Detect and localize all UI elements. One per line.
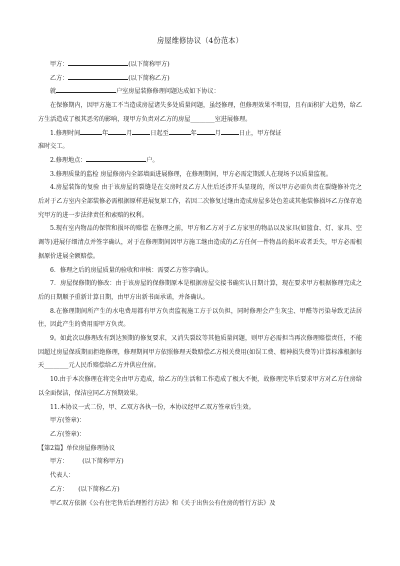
day-blank [132, 128, 150, 135]
s2-party-b-line [38, 483, 362, 497]
clause-1-year-2: 年 [190, 129, 197, 137]
s2-party-a-note: (以下简称甲方) [82, 458, 124, 466]
party-b-note: (以下简称乙方) [128, 74, 170, 82]
clause-1-cont: 准时交工。 [38, 143, 69, 151]
party-b-line [38, 72, 362, 86]
clause-1-year: 年 [102, 129, 109, 137]
month-blank [108, 128, 126, 135]
paragraph-5: 5.现有室内物品的保管和损坏的赔偿 在修理之前，甲方和乙方对于乙方家里的物品以及家具(如篮食、灯、家具、空调等)进展仔细清点并签字确认，对于在修理期间因甲方施工继由造成的乙方任何一件物品的损坏或者丢失，甲方必需根据原价进展全额赔偿。 [38, 225, 362, 260]
paragraph-6: 6．修理之后的房屋质量的验收和审核：需要乙方签字确认。 [50, 266, 213, 274]
paragraph-4: 4.房屋装饰的复验 由于该房屋的裂缝是在交房时及乙方人住后还涉开头显现的，所以甲方必需负责在裂缝修补完之后对于乙方室内全部装修必需根据原样进展复原工作，若因二次修复过继由造成房屋多处色差或其他装修损坏乙方保存追究甲方的进一步法律责任和索赔的权利。 [38, 184, 362, 219]
party-a-line [38, 58, 362, 72]
month-blank-2 [197, 128, 215, 135]
party-b-label: 乙方： [50, 74, 69, 82]
paragraph-8: 8.在修理期间所产生的水电费用都有甲方负责监视施工方于以负担，同时修理会产生灰尘、甲醛等污染导致无法居住，因此产生的费用需甲方负责。 [38, 307, 362, 329]
day-blank-2 [221, 128, 239, 135]
party-a-note: (以下简称甲方) [128, 61, 170, 68]
clause-1-month: 月 [126, 129, 133, 137]
clause-1-until: 日止，甲方保证 [238, 129, 282, 137]
section-2-heading: 【第2篇】单位房屋修理协议 [38, 444, 116, 452]
party-b-blank [68, 73, 128, 80]
s2-party-a-line [38, 455, 362, 469]
paragraph-intro: 在保修期内，因甲方施工不当造成房屋诸失多处质量问题，虽经修理，但修理效果不明显，且有面积扩大趋势，给乙方生活造成了极其恶劣的影响，现甲方负责对乙方的房屋________室进展修理。 [38, 102, 362, 123]
s2-party-b-note: (以下简称乙方) [78, 485, 120, 493]
intro-suffix: 户室房屋装修修理问题达成如下协议： [116, 88, 220, 96]
paragraph-11: 11.本协议一式二份，甲、乙双方各执一份，本协议经甲乙双方签章后生效。 [50, 403, 255, 411]
party-a-label: 甲方： [50, 61, 69, 68]
paragraph-10: 10.由于本次修理在将完全由甲方造成，给乙方的生活和工作造成了极大不便，故修理完毕后要求甲方对乙方住房给以全面保洁，保洁应同乙方预期效果。 [38, 376, 362, 397]
s2-party-b-label: 乙方： [50, 485, 69, 493]
year-blank [80, 128, 102, 135]
party-a-blank [68, 59, 128, 66]
clause-1-month-2: 月 [214, 129, 221, 137]
intro-blank [56, 86, 116, 93]
year-blank-2 [169, 128, 191, 135]
paragraph-last: 甲乙双方依据《公有住宅售后治理暂行方法》和《关于出售公有住房的暂行方法》及 [50, 499, 276, 507]
signature-a: 甲方(签章)： [50, 417, 86, 425]
paragraph-9: 9。如此次以修理改有到达预期的修复要求，又消失裂纹等其他质量问题，则甲方必需担当再次修理赔偿责任，不能因超过房屋保质期而拒绝修理，修理期间甲方依照修理天数赔偿乙方相关费用(如误工费、精神损失费等)计算标准根据每天________元人民币赔偿给乙方并供应住宿。 [38, 335, 362, 370]
location-blank [86, 155, 146, 162]
paragraph-7: 7．房屋保修期的修改：由于该房屋的保修期原本是根据房屋交接书确实认日期计算，现在要求甲方根据修理完成之后的日期顺予重新计算日期，由甲方出新书面承诺，并备确认。 [38, 280, 362, 301]
s2-party-a-label: 甲方： [50, 458, 69, 466]
clause-2-label: 2.修理地点： [50, 156, 87, 164]
intro-prefix: 就 [50, 88, 57, 96]
signature-b: 乙方(签章)： [50, 430, 86, 438]
clause-1-from: 日起至 [150, 129, 169, 137]
s2-representative: 代表人： [50, 472, 75, 480]
clause-2-suffix: 户。 [146, 156, 159, 164]
intro-line [38, 85, 362, 99]
document-title: 房屋维修协议（4份范本） [156, 36, 244, 45]
paragraph-3: 3.修理质量的监检 房屋修房内全部墙面进展修理，在修理期间，甲方必需定期派人在现场予以质量监视。 [50, 170, 332, 178]
clause-1-line [38, 127, 362, 141]
clause-2-line [38, 154, 362, 168]
clause-1-text: 1.修理时间 [50, 129, 81, 137]
